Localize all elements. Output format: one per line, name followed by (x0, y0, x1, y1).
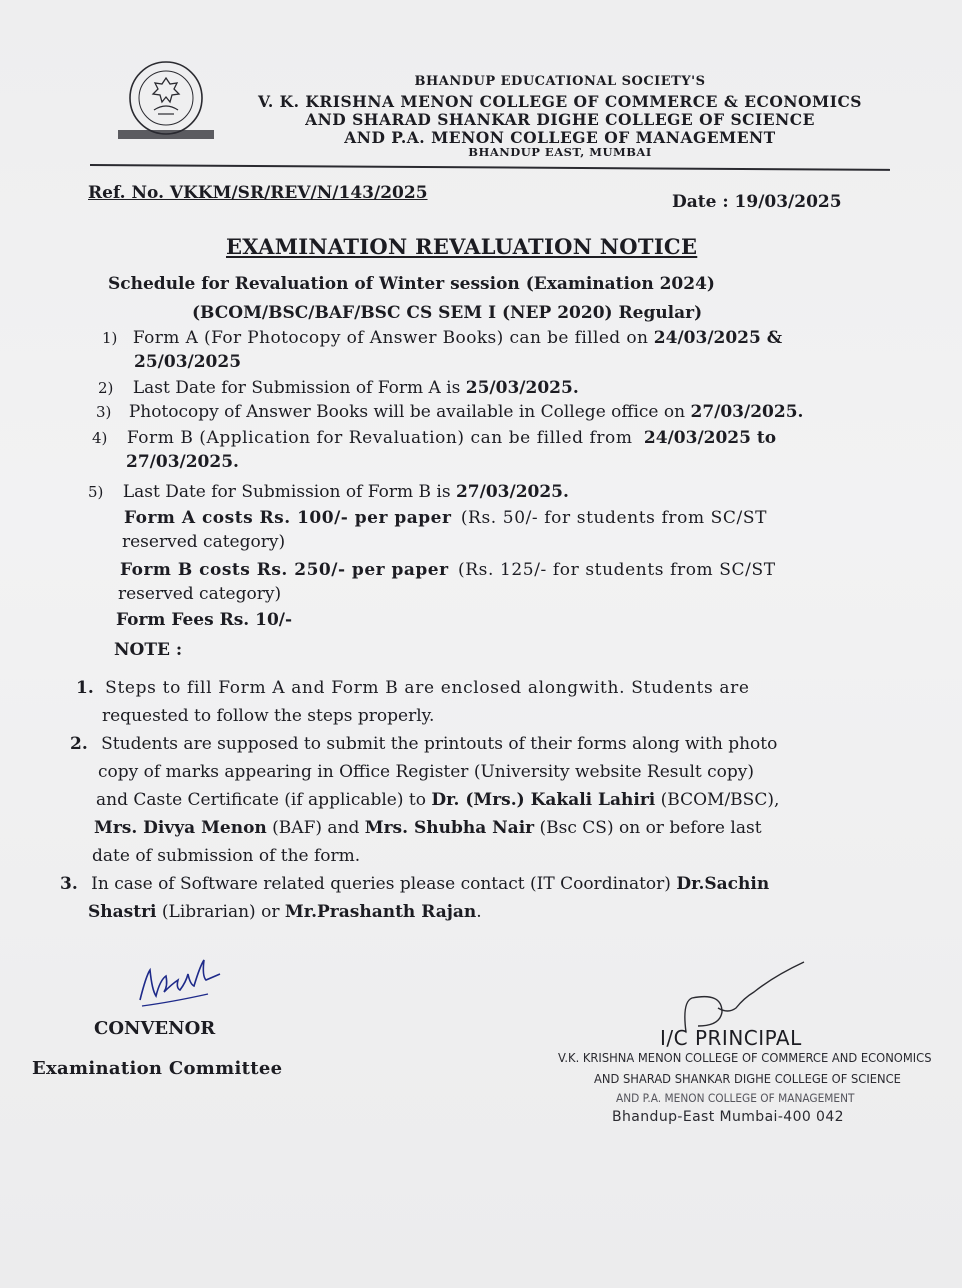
society-name: BHANDUP EDUCATIONAL SOCIETY'S (414, 74, 706, 89)
schedule-item: 3) Photocopy of Answer Books will be available in College office on 27/03/2025. (96, 402, 804, 422)
schedule-item: 1) Form A (For Photocopy of Answer Books) can be filled on 24/03/2025 & (102, 328, 783, 348)
convenor-label: CONVENOR (94, 1018, 216, 1039)
stamp-line2: AND SHARAD SHANKAR DIGHE COLLEGE OF SCIENCE (594, 1071, 901, 1086)
convenor-signature (136, 956, 226, 1016)
form-b-fee: Form B costs Rs. 250/- per paper (Rs. 125/- for students from SC/ST (120, 560, 776, 580)
stamp-line3: AND P.A. MENON COLLEGE OF MANAGEMENT (616, 1091, 855, 1105)
note-item-continuation: date of submission of the form. (92, 846, 361, 866)
stamp-address: Bhandup-East Mumbai-400 042 (612, 1109, 844, 1125)
note-heading: NOTE : (114, 640, 183, 660)
note-item: 1. Steps to fill Form A and Form B are enclosed alongwith. Students are (76, 678, 750, 698)
stamp-line1: V.K. KRISHNA MENON COLLEGE OF COMMERCE AND ECONOMICS (558, 1050, 932, 1065)
reference-number: Ref. No. VKKM/SR/REV/N/143/2025 (88, 183, 428, 203)
header-rule (90, 164, 890, 171)
principal-label: I/C PRINCIPAL (660, 1026, 802, 1050)
schedule-item-continuation: 25/03/2025 (134, 352, 242, 372)
schedule-item: 5) Last Date for Submission of Form B is 27/03/2025. (88, 482, 569, 502)
notice-title: EXAMINATION REVALUATION NOTICE (226, 234, 698, 259)
note-item-continuation: and Caste Certificate (if applicable) to Dr. (Mrs.) Kakali Lahiri (BCOM/BSC), (96, 790, 780, 810)
schedule-item-continuation: 27/03/2025. (126, 452, 239, 472)
form-b-fee-continuation: reserved category) (118, 584, 282, 604)
note-item: 2. Students are supposed to submit the printouts of their forms along with photo (70, 734, 778, 754)
note-item-continuation: Shastri (Librarian) or Mr.Prashanth Rajan. (88, 902, 482, 922)
note-item-continuation: Mrs. Divya Menon (BAF) and Mrs. Shubha Nair (Bsc CS) on or before last (94, 818, 762, 838)
notice-subtitle: Schedule for Revaluation of Winter session (Examination 2024) (108, 274, 715, 294)
college-name-line1: V. K. KRISHNA MENON COLLEGE OF COMMERCE & ECONOMICS (258, 92, 862, 111)
schedule-item: 2) Last Date for Submission of Form A is 25/03/2025. (98, 378, 579, 398)
form-a-fee: Form A costs Rs. 100/- per paper (Rs. 50/- for students from SC/ST (124, 508, 768, 528)
note-item-continuation: requested to follow the steps properly. (102, 706, 435, 726)
form-fees: Form Fees Rs. 10/- (116, 610, 293, 630)
notice-date: Date : 19/03/2025 (672, 192, 842, 212)
examination-committee-label: Examination Committee (32, 1058, 283, 1079)
note-item: 3. In case of Software related queries please contact (IT Coordinator) Dr.Sachin (60, 874, 770, 894)
note-item-continuation: copy of marks appearing in Office Register (University website Result copy) (98, 762, 755, 782)
schedule-item: 4) Form B (Application for Revaluation) can be filled from 24/03/2025 to (92, 428, 777, 448)
college-name-line3: AND P.A. MENON COLLEGE OF MANAGEMENT (344, 128, 776, 147)
college-location: BHANDUP EAST, MUMBAI (468, 145, 652, 159)
notice-subtitle-courses: (BCOM/BSC/BAF/BSC CS SEM I (NEP 2020) Regular) (192, 303, 703, 323)
college-name-line2: AND SHARAD SHANKAR DIGHE COLLEGE OF SCIENCE (305, 110, 815, 129)
form-a-fee-continuation: reserved category) (122, 532, 286, 552)
